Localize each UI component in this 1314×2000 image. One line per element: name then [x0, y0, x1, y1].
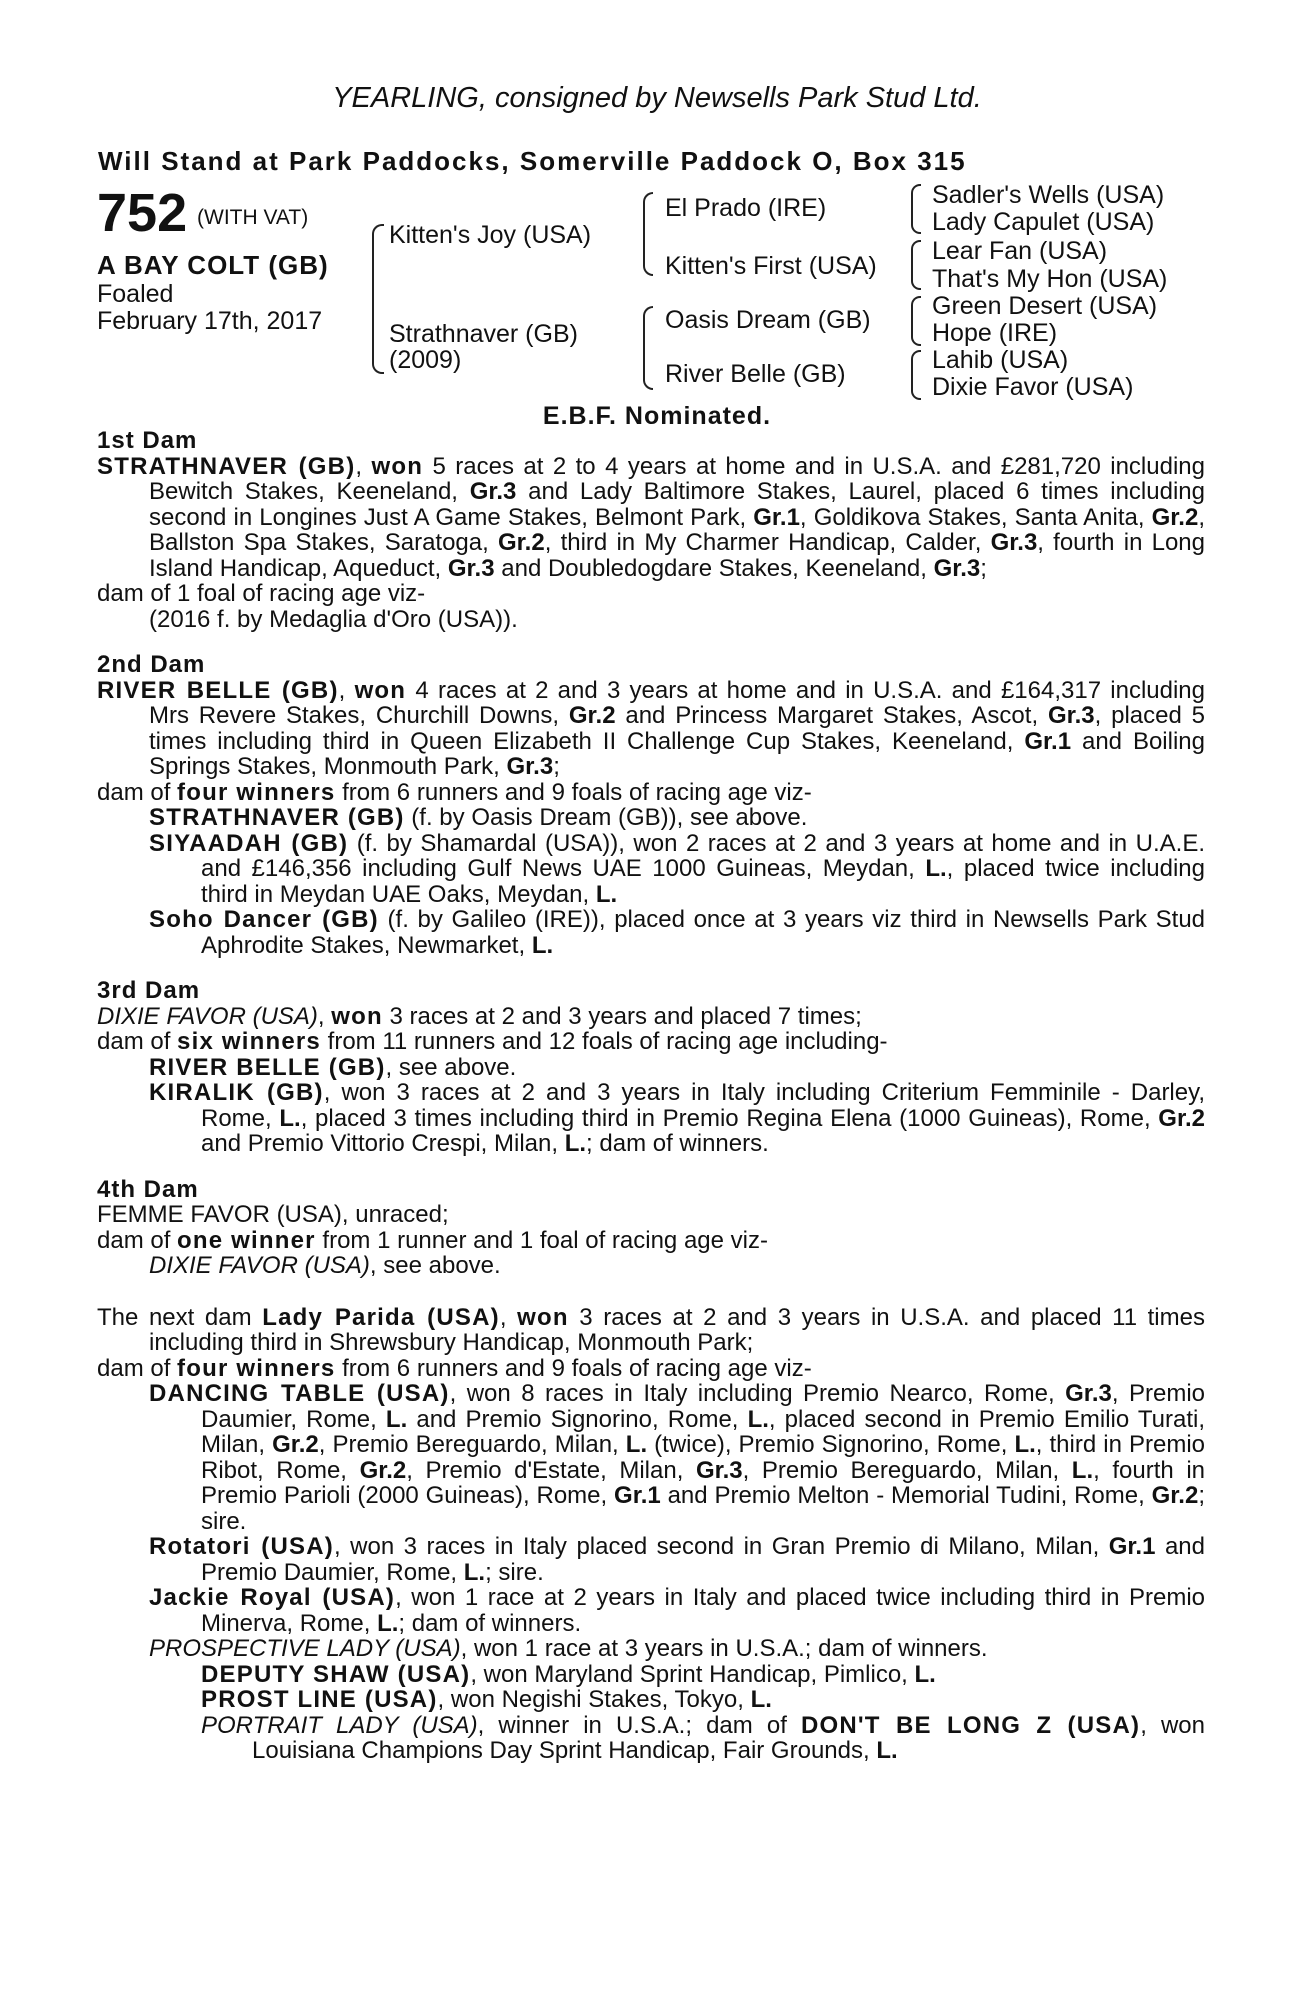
- third-dam-produce: [97, 1029, 1205, 1055]
- record-text: , fourth in Long Island Handicap, Aqueduct,: [149, 529, 1206, 582]
- grandoffspring-entry: [97, 1687, 1205, 1713]
- offspring-name: PROSPECTIVE LADY (USA): [149, 1635, 461, 1662]
- grade: Gr.2: [272, 1431, 319, 1458]
- second-dam-record: RIVER BELLE (GB), won 4 races at 2 and 3 years at home and in U.S.A. and £164,317 including Mrs Revere Stakes, Churchill Downs, Gr.2 and Princess Margaret Stakes, Ascot, Gr.3, placed 5 times including third in Queen Elizabeth II Challenge Cup Stakes, Keeneland, Gr.1 and Boiling Springs Stakes, Monmouth Park, Gr.3;: [97, 676, 1206, 780]
- record-text: , Premio d'Estate, Milan,: [406, 1456, 696, 1484]
- record-text: , won 3 races at 2 and 3 years in Italy including Criterium Femminile - Darley, Rome,: [201, 1079, 1205, 1132]
- foaled-date: February 17th, 2017: [97, 307, 323, 335]
- grade: L.: [463, 1558, 486, 1586]
- offspring-name: KIRALIK (GB): [149, 1079, 324, 1106]
- record-text: and Premio Melton - Memorial Tudini, Rome,: [660, 1482, 1152, 1509]
- record-text: , placed 5 times including third in Queen Elizabeth II Challenge Cup Stakes, Keeneland,: [149, 702, 1206, 755]
- won-label: won: [371, 452, 424, 480]
- pedigree-dam: Strathnaver (GB): [389, 320, 578, 348]
- record-text: , Premio Bereguardo, Milan,: [742, 1456, 1072, 1484]
- record-text: , see above.: [369, 1252, 501, 1279]
- grade: L.: [625, 1431, 648, 1458]
- winners-count: one winner: [177, 1226, 316, 1254]
- offspring-entry: [97, 1534, 1205, 1585]
- grade: L.: [914, 1660, 936, 1688]
- pedigree-brace-sire: [643, 192, 653, 276]
- record-text: 4 races at 2 and 3 years at home and in U.S.A. and £164,317 including Mrs Revere Stakes, Churchill Downs,: [149, 676, 1206, 729]
- grade: L.: [595, 880, 618, 908]
- grade: L.: [531, 931, 554, 959]
- grade: L.: [377, 1609, 399, 1637]
- record-text: , third in My Charmer Handicap, Calder,: [544, 529, 991, 556]
- pedigree-g6: Hope (IRE): [932, 319, 1058, 347]
- catalogue-body: [97, 428, 1205, 1764]
- grade: L.: [1071, 1456, 1094, 1484]
- winners-count: four winners: [177, 778, 336, 806]
- pedigree-g5: Green Desert (USA): [932, 292, 1158, 320]
- record-text: ,: [499, 1303, 518, 1331]
- pedigree-brace-g3: [911, 296, 921, 346]
- offspring-entry: [97, 1585, 1205, 1636]
- grade: Gr.3: [990, 529, 1038, 556]
- grade: Gr.3: [447, 554, 495, 582]
- fourth-dam-produce: [97, 1228, 1205, 1254]
- record-text: The next dam: [97, 1303, 263, 1331]
- grade: L.: [385, 1405, 408, 1433]
- grade: L.: [925, 855, 947, 882]
- record-text: , third in Premio Ribot, Rome,: [201, 1431, 1205, 1484]
- grade: L.: [279, 1104, 301, 1132]
- record-text: , won 1 race at 2 years in Italy and placed twice including third in Premio Minerva, Rome,: [201, 1584, 1206, 1637]
- winners-count: six winners: [177, 1028, 321, 1055]
- record-text: and Princess Margaret Stakes, Ascot,: [615, 702, 1048, 729]
- pedigree-brace-main: [372, 224, 384, 374]
- record-text: ;: [980, 554, 987, 582]
- record-text: (twice), Premio Signorino, Rome,: [647, 1431, 1015, 1458]
- record-text: ; sire.: [201, 1482, 1205, 1535]
- second-dam-heading: 2nd Dam: [97, 651, 206, 678]
- record-text: , won Louisiana Champions Day Sprint Handicap, Fair Grounds,: [252, 1711, 1205, 1764]
- record-text: dam of: [97, 1354, 178, 1382]
- record-text: from 11 runners and 12 foals of racing age including-: [320, 1028, 888, 1055]
- pedigree-g7: Lahib (USA): [932, 346, 1069, 374]
- lot-title: A BAY COLT (GB): [97, 250, 329, 280]
- record-text: , won 1 race at 3 years in U.S.A.; dam of winners.: [460, 1635, 988, 1662]
- offspring-name: Jackie Royal (USA): [149, 1584, 396, 1611]
- grade: L.: [876, 1737, 898, 1764]
- record-text: , fourth in Premio Parioli (2000 Guineas), Rome,: [201, 1456, 1206, 1509]
- lot-vat: (WITH VAT): [197, 206, 309, 229]
- record-text: , won Maryland Sprint Handicap, Pimlico,: [470, 1660, 915, 1688]
- lot-number: 752: [97, 183, 188, 243]
- grade: Gr.2: [1158, 1104, 1205, 1132]
- offspring-name: PORTRAIT LADY (USA): [201, 1711, 478, 1739]
- grade: L.: [1014, 1431, 1036, 1458]
- next-dam-record: [97, 1305, 1205, 1356]
- record-text: and Premio Daumier, Rome,: [201, 1533, 1206, 1586]
- pedigree-dam-sire: Oasis Dream (GB): [665, 306, 871, 334]
- dam-name: RIVER BELLE (GB): [97, 676, 339, 704]
- pedigree-sire-sire: El Prado (IRE): [665, 194, 827, 222]
- pedigree-g8: Dixie Favor (USA): [932, 373, 1134, 401]
- grade: Gr.3: [506, 753, 554, 780]
- grade: L.: [564, 1130, 587, 1157]
- record-text: from 6 runners and 9 foals of racing age viz-: [335, 1354, 812, 1382]
- grade: Gr.2: [359, 1456, 407, 1484]
- winners-count: four winners: [177, 1354, 336, 1382]
- record-text: , won Negishi Stakes, Tokyo,: [437, 1686, 751, 1713]
- offspring-entry: [97, 1381, 1205, 1534]
- grandoffspring-entry: [97, 1713, 1205, 1764]
- offspring-name: SIYAADAH (GB): [149, 829, 349, 857]
- grade: L.: [750, 1686, 772, 1713]
- record-text: 5 races at 2 to 4 years at home and in U.S.A. and £281,720 including Bewitch Stakes, Keeneland,: [149, 452, 1205, 505]
- first-dam-record: STRATHNAVER (GB), won 5 races at 2 to 4 years at home and in U.S.A. and £281,720 including Bewitch Stakes, Keeneland, Gr.3 and Lady Baltimore Stakes, Laurel, placed 6 times including second in Longines Just A Game Stakes, Belmont Park, Gr.1, Goldikova Stakes, Santa Anita, Gr.2, Ballston Spa Stakes, Saratoga, Gr.2, third in My Charmer Handicap, Calder, Gr.3, fourth in Long Island Handicap, Aqueduct, Gr.3 and Doubledogdare Stakes, Keeneland, Gr.3;: [97, 452, 1206, 582]
- won-label: won: [331, 1002, 383, 1030]
- offspring-entry: [97, 907, 1205, 958]
- pedigree-brace-g1: [911, 184, 921, 234]
- record-text: (f. by Oasis Dream (GB)), see above.: [404, 804, 808, 831]
- dam-name: Lady Parida (USA): [262, 1303, 500, 1331]
- record-text: , see above.: [385, 1053, 517, 1081]
- record-text: from 6 runners and 9 foals of racing age viz-: [335, 778, 812, 806]
- location-line: Will Stand at Park Paddocks, Somerville Paddock O, Box 315: [98, 146, 967, 176]
- pedigree-sire-dam: Kitten's First (USA): [665, 252, 877, 280]
- pedigree-g2: Lady Capulet (USA): [932, 208, 1155, 236]
- pedigree-dam-year: (2009): [389, 346, 462, 374]
- pedigree-g3: Lear Fan (USA): [932, 237, 1108, 265]
- pedigree-brace-g4: [911, 350, 921, 400]
- offspring-name: Soho Dancer (GB): [149, 906, 379, 933]
- pedigree-dam-dam: River Belle (GB): [665, 360, 846, 388]
- fourth-dam-heading: 4th Dam: [97, 1175, 199, 1203]
- record-text: 3 races at 2 and 3 years and placed 7 times;: [382, 1002, 862, 1030]
- grade: Gr.3: [1065, 1380, 1112, 1407]
- record-text: dam of: [97, 1028, 178, 1055]
- offspring-entry: [97, 1080, 1205, 1157]
- pedigree-brace-g2: [911, 240, 921, 290]
- record-text: , Premio Bereguardo, Milan,: [318, 1431, 626, 1458]
- won-label: won: [517, 1303, 569, 1331]
- record-text: , Goldikova Stakes, Santa Anita,: [799, 503, 1152, 531]
- grade: Gr.2: [498, 529, 545, 556]
- foaled-label: Foaled: [97, 280, 174, 308]
- ebf-nominated: E.B.F. Nominated.: [542, 402, 772, 430]
- dam-name: DIXIE FAVOR (USA): [97, 1002, 318, 1030]
- record-text: and Premio Signorino, Rome,: [407, 1405, 748, 1433]
- offspring-name: DIXIE FAVOR (USA): [149, 1252, 370, 1279]
- record-text: and Lady Baltimore Stakes, Laurel, placed 6 times including second in Longines Just A Game Stakes, Belmont Park,: [149, 478, 1205, 531]
- offspring-name: RIVER BELLE (GB): [149, 1053, 386, 1081]
- record-text: and Boiling Springs Stakes, Monmouth Park,: [149, 727, 1205, 780]
- pedigree-brace-dam: [643, 306, 653, 390]
- first-dam-heading: 1st Dam: [97, 427, 198, 454]
- grade: Gr.3: [1047, 702, 1095, 729]
- grade: Gr.1: [614, 1482, 661, 1509]
- record-text: ,: [317, 1002, 332, 1030]
- consignor-line: YEARLING, consigned by Newsells Park Stud Ltd.: [332, 82, 982, 114]
- record-text: (f. by Galileo (IRE)), placed once at 3 years viz third in Newsells Park Stud Aphrodite Stakes, Newmarket,: [201, 906, 1206, 959]
- record-text: 3 races at 2 and 3 years in U.S.A. and placed 11 times including third in Shrewsbury Handicap, Monmouth Park;: [149, 1303, 1205, 1356]
- offspring-entry: [97, 831, 1205, 908]
- grade: Gr.2: [1151, 503, 1199, 531]
- record-text: , placed 3 times including third in Premio Regina Elena (1000 Guineas), Rome,: [300, 1104, 1159, 1132]
- next-dam-produce: [97, 1356, 1205, 1382]
- offspring-entry: [97, 1055, 1205, 1081]
- record-text: , placed second in Premio Emilio Turati, Milan,: [201, 1405, 1205, 1458]
- grade: Gr.3: [695, 1456, 743, 1484]
- record-text: ; sire.: [485, 1558, 544, 1586]
- first-dam-produce-foal: (2016 f. by Medaglia d'Oro (USA)).: [149, 605, 518, 633]
- grade: Gr.3: [469, 478, 517, 505]
- fourth-dam-record: FEMME FAVOR (USA), unraced;: [97, 1201, 449, 1228]
- record-text: , won 8 races in Italy including Premio Nearco, Rome,: [449, 1380, 1066, 1407]
- third-dam-heading: 3rd Dam: [97, 977, 201, 1004]
- second-dam-produce: [97, 780, 1205, 806]
- offspring-entry: [97, 1636, 1205, 1662]
- first-dam-produce: dam of 1 foal of racing age viz-: [97, 580, 426, 607]
- offspring-name: PROST LINE (USA): [201, 1686, 438, 1713]
- record-text: dam of: [97, 778, 178, 806]
- offspring-name: DANCING TABLE (USA): [149, 1380, 450, 1407]
- record-text: ;: [553, 753, 560, 780]
- pedigree-sire: Kitten's Joy (USA): [389, 221, 592, 249]
- record-text: , Ballston Spa Stakes, Saratoga,: [149, 503, 1205, 556]
- grade: Gr.2: [568, 702, 616, 729]
- grade: Gr.1: [1024, 727, 1072, 755]
- offspring-name: STRATHNAVER (GB): [149, 804, 405, 831]
- record-text: and Doubledogdare Stakes, Keeneland,: [494, 554, 934, 582]
- third-dam-record: [97, 1004, 1205, 1030]
- record-text: from 1 runner and 1 foal of racing age viz-: [315, 1226, 768, 1254]
- record-text: ; dam of winners.: [586, 1130, 769, 1157]
- grade: Gr.1: [753, 503, 800, 531]
- record-text: dam of: [97, 1226, 178, 1254]
- record-text: and Premio Vittorio Crespi, Milan,: [201, 1130, 565, 1157]
- offspring-entry: [97, 1253, 1205, 1279]
- record-text: ; dam of winners.: [398, 1609, 582, 1637]
- offspring-entry: [97, 805, 1205, 831]
- grade: L.: [747, 1405, 769, 1433]
- offspring-name: Rotatori (USA): [149, 1533, 334, 1560]
- grade: Gr.2: [1151, 1482, 1199, 1509]
- section-gap: [97, 1279, 1205, 1305]
- grandoffspring-entry: [97, 1662, 1205, 1688]
- record-text: (f. by Shamardal (USA)), won 2 races at 2 and 3 years at home and in U.A.E. and £146,356 including Gulf News UAE 1000 Guineas, Meydan,: [201, 829, 1205, 882]
- record-text: , won 3 races in Italy placed second in Gran Premio di Milano, Milan,: [333, 1533, 1109, 1560]
- record-text: , Premio Daumier, Rome,: [201, 1380, 1205, 1433]
- won-label: won: [354, 676, 407, 704]
- record-text: , placed twice including third in Meydan UAE Oaks, Meydan,: [201, 855, 1206, 908]
- dam-name: STRATHNAVER (GB): [97, 452, 356, 480]
- record-text: , winner in U.S.A.; dam of: [477, 1711, 801, 1739]
- pedigree-g4: That's My Hon (USA): [932, 265, 1168, 293]
- offspring-name: DEPUTY SHAW (USA): [201, 1660, 471, 1688]
- pedigree-g1: Sadler's Wells (USA): [932, 181, 1165, 209]
- grade: Gr.3: [933, 554, 981, 582]
- offspring-name: DON'T BE LONG Z (USA): [800, 1711, 1141, 1739]
- grade: Gr.1: [1108, 1533, 1156, 1560]
